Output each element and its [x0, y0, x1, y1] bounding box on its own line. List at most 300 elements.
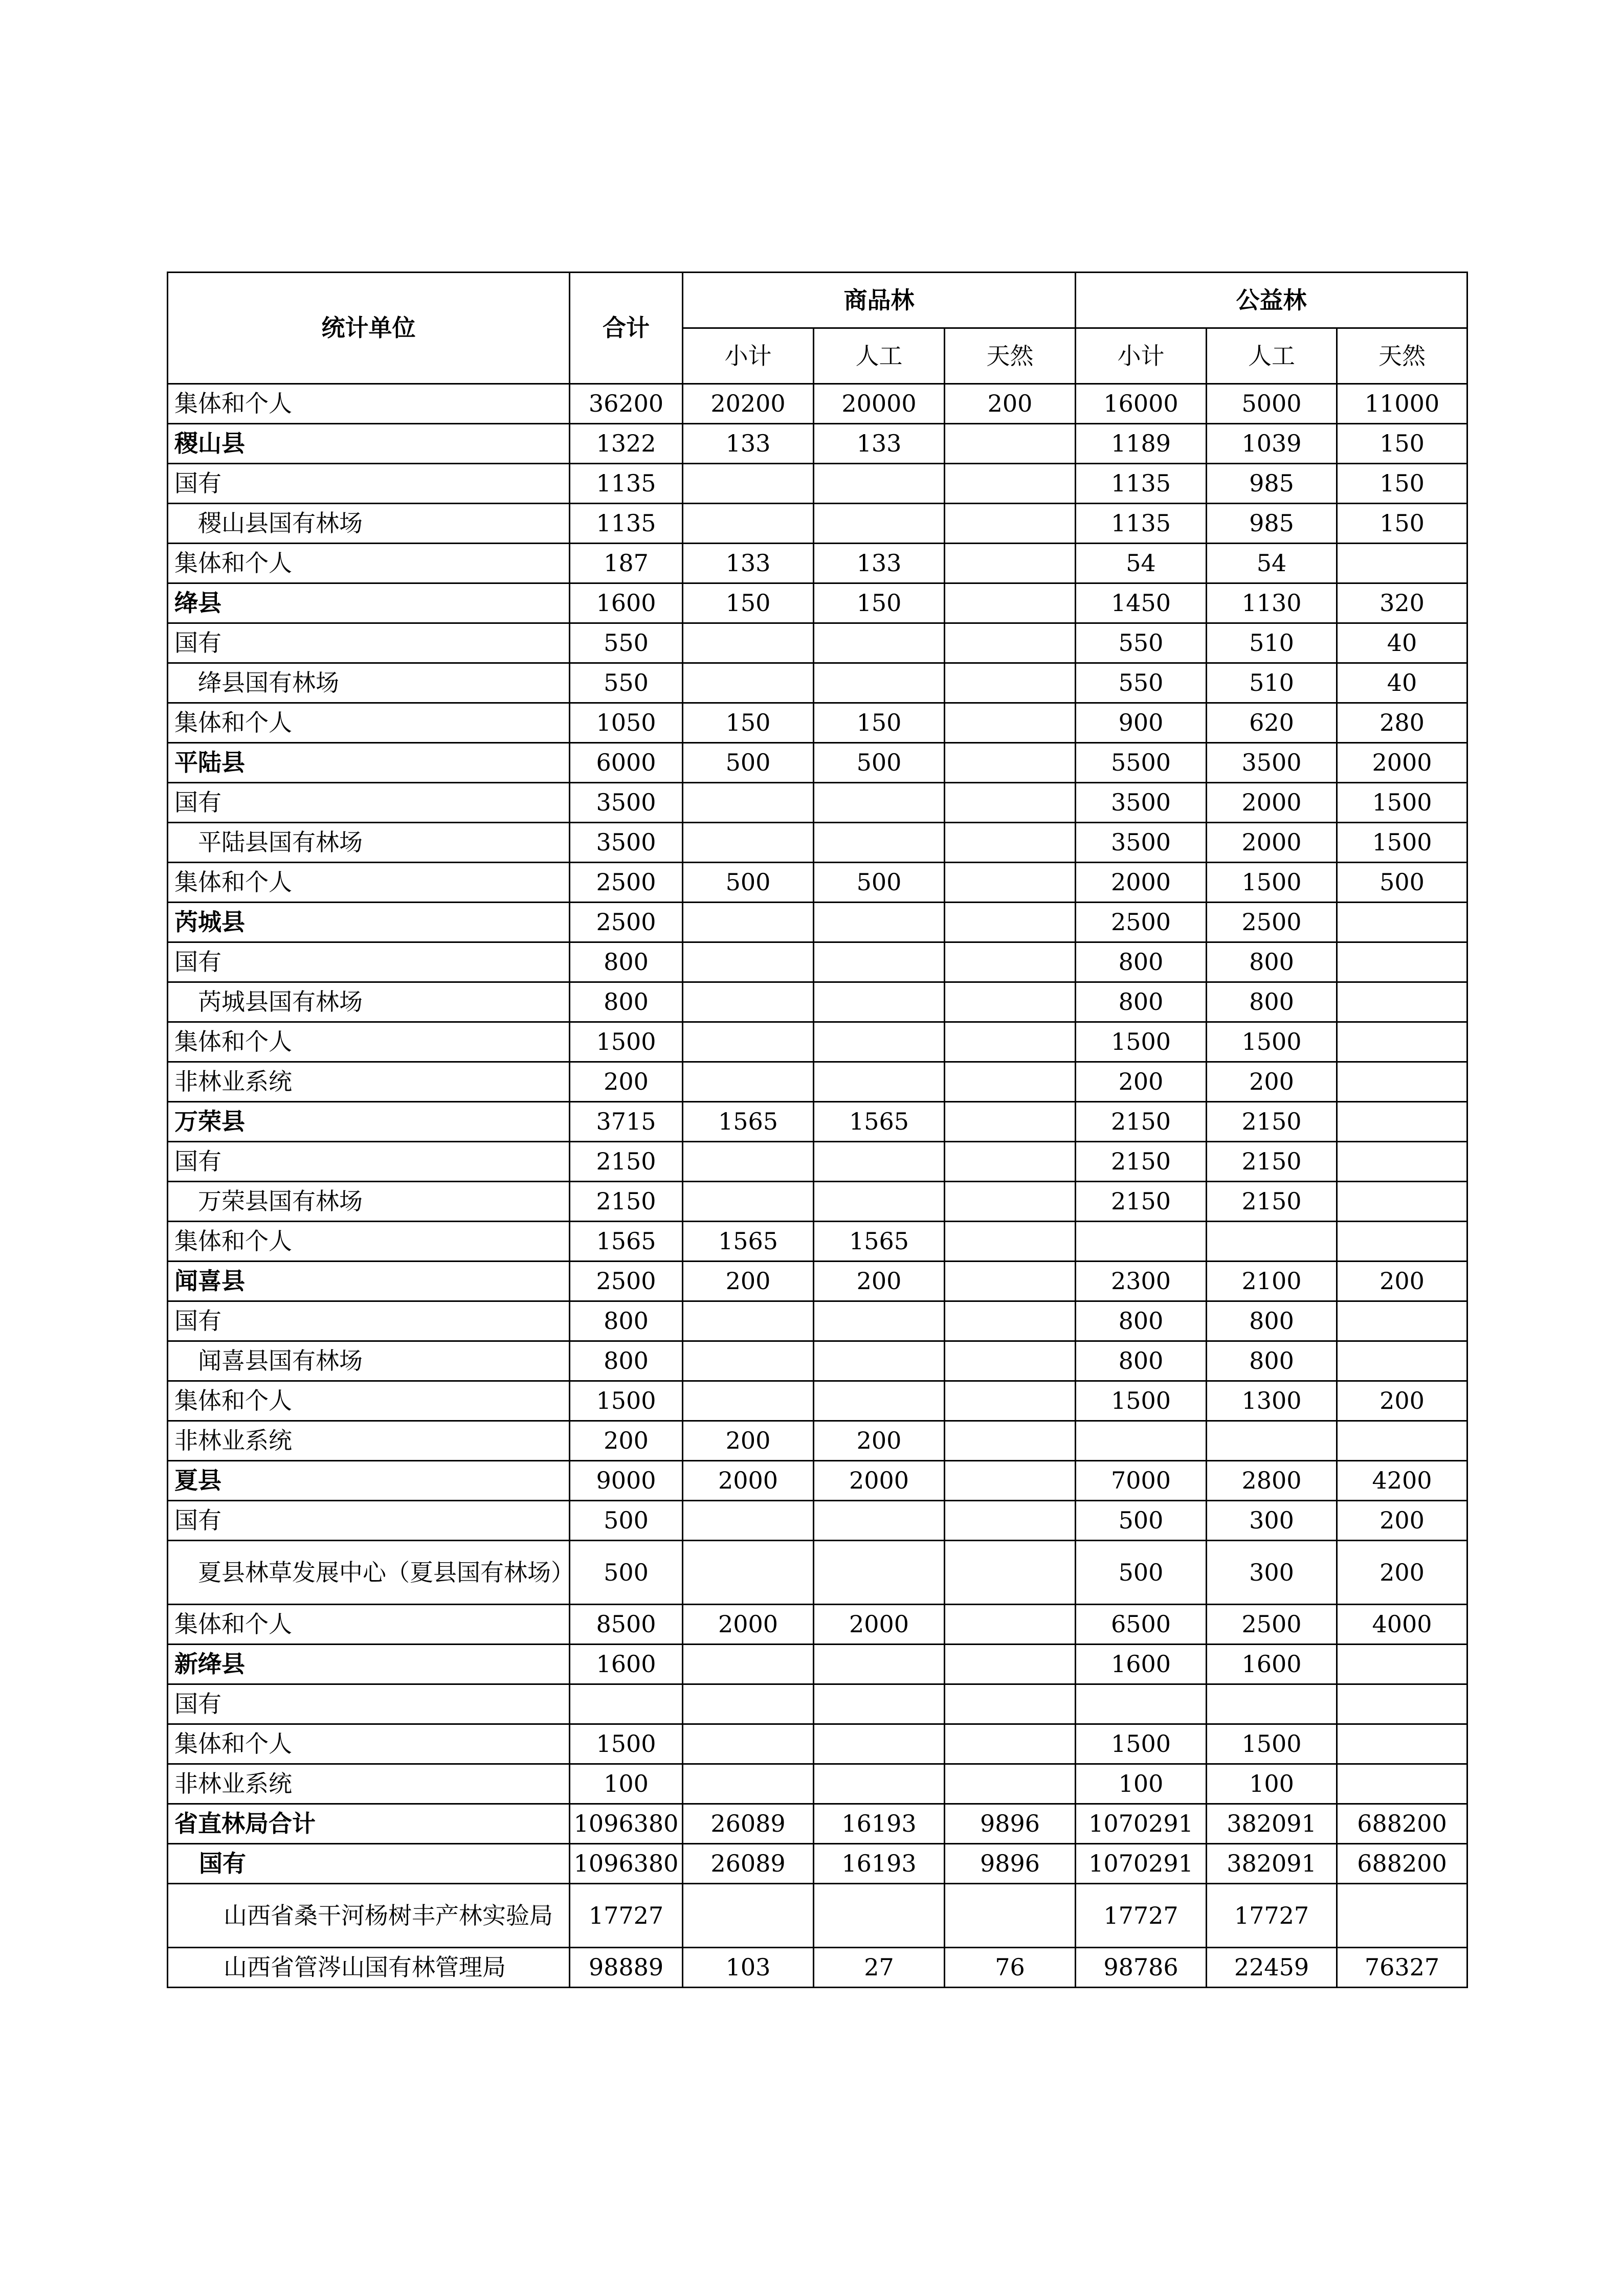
row-unit-name: 万荣县国有林场 [168, 1182, 570, 1222]
cell-commercial-subtotal: 1565 [683, 1222, 814, 1262]
cell-public-natural: 280 [1337, 703, 1467, 743]
cell-public-subtotal: 7000 [1076, 1461, 1207, 1501]
cell-commercial-natural [945, 743, 1076, 783]
table-row [168, 464, 1467, 504]
cell-commercial-planted [814, 1684, 945, 1724]
cell-commercial-natural [945, 663, 1076, 703]
row-unit-name: 国有 [168, 1501, 570, 1541]
cell-public-planted: 300 [1207, 1541, 1337, 1605]
cell-commercial-planted: 16193 [814, 1804, 945, 1844]
row-unit-name: 山西省管涔山国有林管理局 [168, 1948, 570, 1988]
cell-public-subtotal: 900 [1076, 703, 1207, 743]
header-public-subtotal: 小计 [1076, 328, 1207, 384]
cell-commercial-subtotal [683, 1684, 814, 1724]
cell-commercial-planted [814, 1645, 945, 1684]
cell-total: 200 [570, 1062, 683, 1102]
cell-commercial-natural [945, 623, 1076, 663]
cell-public-natural: 1500 [1337, 783, 1467, 823]
cell-commercial-planted [814, 663, 945, 703]
cell-public-planted: 2150 [1207, 1182, 1337, 1222]
cell-commercial-planted: 1565 [814, 1222, 945, 1262]
cell-total: 3500 [570, 823, 683, 863]
cell-commercial-planted: 133 [814, 424, 945, 464]
cell-public-subtotal: 800 [1076, 982, 1207, 1022]
cell-commercial-planted [814, 1341, 945, 1381]
table-row [168, 1605, 1467, 1645]
header-public-natural: 天然 [1337, 328, 1467, 384]
row-unit-name: 芮城县 [168, 903, 570, 942]
cell-public-natural [1337, 1062, 1467, 1102]
cell-total: 800 [570, 982, 683, 1022]
cell-public-planted: 1039 [1207, 424, 1337, 464]
cell-public-natural: 76327 [1337, 1948, 1467, 1988]
cell-public-subtotal [1076, 1684, 1207, 1724]
cell-public-subtotal: 1135 [1076, 504, 1207, 544]
cell-commercial-planted: 150 [814, 703, 945, 743]
table-row [168, 424, 1467, 464]
cell-public-natural: 688200 [1337, 1844, 1467, 1884]
cell-total: 800 [570, 1301, 683, 1341]
cell-public-planted: 1600 [1207, 1645, 1337, 1684]
row-unit-name: 国有 [168, 1301, 570, 1341]
table-row [168, 583, 1467, 623]
cell-commercial-subtotal: 2000 [683, 1605, 814, 1645]
cell-commercial-planted: 200 [814, 1262, 945, 1301]
cell-public-subtotal: 1135 [1076, 464, 1207, 504]
cell-total: 1600 [570, 1645, 683, 1684]
cell-commercial-subtotal [683, 823, 814, 863]
cell-public-planted: 5000 [1207, 384, 1337, 424]
table-row [168, 663, 1467, 703]
cell-total: 1050 [570, 703, 683, 743]
cell-commercial-planted [814, 1062, 945, 1102]
cell-commercial-natural [945, 903, 1076, 942]
cell-public-planted: 22459 [1207, 1948, 1337, 1988]
row-unit-name: 集体和个人 [168, 703, 570, 743]
cell-public-subtotal [1076, 1421, 1207, 1461]
cell-public-subtotal [1076, 1222, 1207, 1262]
cell-commercial-subtotal [683, 1341, 814, 1381]
cell-public-subtotal: 800 [1076, 942, 1207, 982]
cell-public-planted: 2000 [1207, 783, 1337, 823]
cell-commercial-subtotal: 26089 [683, 1804, 814, 1844]
table-row [168, 1381, 1467, 1421]
cell-commercial-natural [945, 1501, 1076, 1541]
cell-commercial-natural: 9896 [945, 1804, 1076, 1844]
cell-total: 1322 [570, 424, 683, 464]
cell-commercial-planted [814, 1182, 945, 1222]
cell-public-subtotal: 550 [1076, 663, 1207, 703]
row-unit-name: 集体和个人 [168, 384, 570, 424]
row-unit-name: 省直林局合计 [168, 1804, 570, 1844]
row-unit-name: 国有 [168, 942, 570, 982]
cell-commercial-planted [814, 1301, 945, 1341]
cell-commercial-planted: 1565 [814, 1102, 945, 1142]
cell-public-subtotal: 3500 [1076, 783, 1207, 823]
header-public-planted: 人工 [1207, 328, 1337, 384]
cell-public-natural: 11000 [1337, 384, 1467, 424]
cell-public-planted [1207, 1421, 1337, 1461]
row-unit-name: 稷山县国有林场 [168, 504, 570, 544]
cell-commercial-subtotal [683, 1764, 814, 1804]
table-row [168, 1724, 1467, 1764]
row-unit-name: 国有 [168, 623, 570, 663]
cell-public-planted: 2100 [1207, 1262, 1337, 1301]
cell-public-natural [1337, 903, 1467, 942]
table-row [168, 1062, 1467, 1102]
table-row [168, 1022, 1467, 1062]
table-row [168, 1684, 1467, 1724]
cell-commercial-planted [814, 942, 945, 982]
cell-public-natural [1337, 1341, 1467, 1381]
cell-public-subtotal: 800 [1076, 1301, 1207, 1341]
row-unit-name: 国有 [168, 1142, 570, 1182]
cell-commercial-planted [814, 504, 945, 544]
cell-public-natural: 40 [1337, 623, 1467, 663]
cell-commercial-planted: 150 [814, 583, 945, 623]
cell-commercial-planted [814, 1724, 945, 1764]
cell-commercial-subtotal: 26089 [683, 1844, 814, 1884]
cell-commercial-subtotal: 500 [683, 743, 814, 783]
cell-total: 6000 [570, 743, 683, 783]
cell-commercial-subtotal [683, 1182, 814, 1222]
cell-commercial-natural [945, 424, 1076, 464]
row-unit-name: 闻喜县国有林场 [168, 1341, 570, 1381]
cell-public-subtotal: 2300 [1076, 1262, 1207, 1301]
cell-commercial-subtotal [683, 942, 814, 982]
cell-public-natural: 688200 [1337, 1804, 1467, 1844]
row-unit-name: 山西省桑干河杨树丰产林实验局 [168, 1884, 570, 1948]
cell-commercial-natural [945, 1142, 1076, 1182]
table-row [168, 1102, 1467, 1142]
cell-public-planted: 382091 [1207, 1844, 1337, 1884]
cell-commercial-natural [945, 1062, 1076, 1102]
cell-public-planted: 100 [1207, 1764, 1337, 1804]
cell-public-subtotal: 500 [1076, 1501, 1207, 1541]
table-row [168, 863, 1467, 903]
cell-public-natural: 200 [1337, 1541, 1467, 1605]
cell-total: 800 [570, 942, 683, 982]
cell-commercial-subtotal: 133 [683, 544, 814, 583]
cell-commercial-subtotal [683, 982, 814, 1022]
cell-commercial-subtotal [683, 504, 814, 544]
cell-public-subtotal: 1450 [1076, 583, 1207, 623]
cell-public-planted: 2500 [1207, 903, 1337, 942]
cell-commercial-subtotal: 103 [683, 1948, 814, 1988]
cell-public-planted [1207, 1684, 1337, 1724]
table-row [168, 823, 1467, 863]
table-row [168, 623, 1467, 663]
cell-total: 500 [570, 1541, 683, 1605]
cell-commercial-planted [814, 982, 945, 1022]
cell-total: 500 [570, 1501, 683, 1541]
cell-public-planted: 1500 [1207, 1724, 1337, 1764]
cell-total: 550 [570, 663, 683, 703]
cell-commercial-subtotal [683, 1645, 814, 1684]
cell-commercial-natural [945, 1421, 1076, 1461]
cell-public-natural: 4000 [1337, 1605, 1467, 1645]
table-row [168, 544, 1467, 583]
row-unit-name: 国有 [168, 1844, 570, 1884]
table-row [168, 942, 1467, 982]
cell-commercial-subtotal [683, 1724, 814, 1764]
cell-public-natural [1337, 1182, 1467, 1222]
cell-public-subtotal: 6500 [1076, 1605, 1207, 1645]
cell-total: 800 [570, 1341, 683, 1381]
cell-commercial-planted [814, 783, 945, 823]
cell-commercial-subtotal: 150 [683, 703, 814, 743]
cell-public-natural: 4200 [1337, 1461, 1467, 1501]
cell-commercial-natural [945, 823, 1076, 863]
cell-public-planted: 2150 [1207, 1142, 1337, 1182]
cell-public-planted: 985 [1207, 504, 1337, 544]
row-unit-name: 非林业系统 [168, 1764, 570, 1804]
cell-total: 2500 [570, 863, 683, 903]
cell-public-natural [1337, 1301, 1467, 1341]
row-unit-name: 绛县国有林场 [168, 663, 570, 703]
cell-public-subtotal: 16000 [1076, 384, 1207, 424]
cell-public-subtotal: 1500 [1076, 1381, 1207, 1421]
header-public-forest: 公益林 [1076, 273, 1467, 328]
cell-public-natural [1337, 1645, 1467, 1684]
cell-total: 98889 [570, 1948, 683, 1988]
cell-commercial-natural [945, 1341, 1076, 1381]
table-row [168, 1142, 1467, 1182]
cell-public-natural: 150 [1337, 464, 1467, 504]
row-unit-name: 集体和个人 [168, 1605, 570, 1645]
cell-public-natural [1337, 544, 1467, 583]
row-unit-name: 平陆县 [168, 743, 570, 783]
cell-total: 17727 [570, 1884, 683, 1948]
cell-public-subtotal: 98786 [1076, 1948, 1207, 1988]
cell-commercial-planted [814, 1022, 945, 1062]
row-unit-name: 平陆县国有林场 [168, 823, 570, 863]
cell-commercial-natural [945, 1461, 1076, 1501]
cell-total: 2500 [570, 1262, 683, 1301]
cell-public-planted: 2500 [1207, 1605, 1337, 1645]
cell-public-planted: 510 [1207, 623, 1337, 663]
cell-commercial-planted: 20000 [814, 384, 945, 424]
cell-commercial-natural [945, 1605, 1076, 1645]
table-row [168, 1222, 1467, 1262]
cell-public-subtotal: 2150 [1076, 1142, 1207, 1182]
table-row [168, 1461, 1467, 1501]
row-unit-name: 集体和个人 [168, 1022, 570, 1062]
row-unit-name: 集体和个人 [168, 1724, 570, 1764]
cell-total: 187 [570, 544, 683, 583]
table-row [168, 1421, 1467, 1461]
table-row [168, 384, 1467, 424]
cell-public-natural [1337, 1764, 1467, 1804]
cell-public-subtotal: 100 [1076, 1764, 1207, 1804]
cell-commercial-subtotal [683, 623, 814, 663]
cell-public-natural [1337, 1022, 1467, 1062]
row-unit-name: 国有 [168, 464, 570, 504]
cell-public-subtotal: 2500 [1076, 903, 1207, 942]
cell-public-natural [1337, 1102, 1467, 1142]
cell-commercial-planted [814, 1381, 945, 1421]
cell-commercial-natural [945, 1301, 1076, 1341]
cell-commercial-natural [945, 1102, 1076, 1142]
cell-commercial-planted [814, 823, 945, 863]
table-row [168, 903, 1467, 942]
cell-public-planted: 1130 [1207, 583, 1337, 623]
row-unit-name: 集体和个人 [168, 863, 570, 903]
cell-commercial-natural [945, 1381, 1076, 1421]
cell-commercial-natural [945, 1182, 1076, 1222]
cell-total: 1135 [570, 464, 683, 504]
row-unit-name: 非林业系统 [168, 1062, 570, 1102]
cell-commercial-natural: 9896 [945, 1844, 1076, 1884]
cell-public-subtotal: 3500 [1076, 823, 1207, 863]
table-row [168, 1844, 1467, 1884]
table-row [168, 1262, 1467, 1301]
cell-total: 1600 [570, 583, 683, 623]
cell-public-natural [1337, 1421, 1467, 1461]
row-unit-name: 万荣县 [168, 1102, 570, 1142]
table-row [168, 1341, 1467, 1381]
cell-public-subtotal: 800 [1076, 1341, 1207, 1381]
cell-total: 1096380 [570, 1844, 683, 1884]
cell-commercial-planted: 16193 [814, 1844, 945, 1884]
cell-total: 1500 [570, 1022, 683, 1062]
cell-public-planted: 1500 [1207, 863, 1337, 903]
cell-public-natural: 2000 [1337, 743, 1467, 783]
cell-total: 2150 [570, 1182, 683, 1222]
cell-commercial-planted: 133 [814, 544, 945, 583]
cell-commercial-natural: 76 [945, 1948, 1076, 1988]
cell-public-natural: 320 [1337, 583, 1467, 623]
cell-commercial-natural [945, 583, 1076, 623]
cell-commercial-natural [945, 982, 1076, 1022]
cell-total: 550 [570, 623, 683, 663]
cell-total: 36200 [570, 384, 683, 424]
cell-commercial-natural [945, 942, 1076, 982]
cell-total [570, 1684, 683, 1724]
cell-public-natural [1337, 982, 1467, 1022]
cell-public-subtotal: 2150 [1076, 1102, 1207, 1142]
cell-public-natural: 1500 [1337, 823, 1467, 863]
row-unit-name: 集体和个人 [168, 1222, 570, 1262]
cell-commercial-subtotal [683, 1301, 814, 1341]
cell-commercial-natural [945, 703, 1076, 743]
cell-commercial-planted: 2000 [814, 1461, 945, 1501]
cell-public-planted: 300 [1207, 1501, 1337, 1541]
cell-commercial-subtotal [683, 1022, 814, 1062]
cell-public-planted: 3500 [1207, 743, 1337, 783]
cell-public-planted: 2800 [1207, 1461, 1337, 1501]
row-unit-name: 国有 [168, 783, 570, 823]
cell-commercial-subtotal: 1565 [683, 1102, 814, 1142]
row-unit-name: 新绛县 [168, 1645, 570, 1684]
cell-public-planted: 2150 [1207, 1102, 1337, 1142]
cell-commercial-planted: 27 [814, 1948, 945, 1988]
table-row [168, 982, 1467, 1022]
table-row [168, 743, 1467, 783]
cell-commercial-subtotal: 2000 [683, 1461, 814, 1501]
cell-public-subtotal: 1600 [1076, 1645, 1207, 1684]
table-row [168, 1501, 1467, 1541]
cell-total: 1096380 [570, 1804, 683, 1844]
cell-public-natural [1337, 1684, 1467, 1724]
cell-commercial-subtotal [683, 1501, 814, 1541]
cell-commercial-planted [814, 1501, 945, 1541]
header-commercial-subtotal: 小计 [683, 328, 814, 384]
cell-public-subtotal: 200 [1076, 1062, 1207, 1102]
cell-public-planted: 200 [1207, 1062, 1337, 1102]
cell-public-planted: 620 [1207, 703, 1337, 743]
cell-public-natural: 150 [1337, 504, 1467, 544]
cell-commercial-natural [945, 863, 1076, 903]
cell-public-natural [1337, 1884, 1467, 1948]
header-unit: 统计单位 [168, 273, 570, 384]
cell-public-subtotal: 2150 [1076, 1182, 1207, 1222]
row-unit-name: 集体和个人 [168, 544, 570, 583]
cell-total: 2500 [570, 903, 683, 942]
cell-public-subtotal: 5500 [1076, 743, 1207, 783]
cell-commercial-planted [814, 903, 945, 942]
table-row [168, 1301, 1467, 1341]
cell-public-natural: 200 [1337, 1381, 1467, 1421]
cell-public-planted: 800 [1207, 1341, 1337, 1381]
cell-total: 200 [570, 1421, 683, 1461]
cell-commercial-planted [814, 464, 945, 504]
cell-public-planted: 2000 [1207, 823, 1337, 863]
cell-public-planted: 1300 [1207, 1381, 1337, 1421]
cell-public-planted [1207, 1222, 1337, 1262]
cell-commercial-planted: 500 [814, 743, 945, 783]
cell-commercial-subtotal [683, 903, 814, 942]
cell-total: 9000 [570, 1461, 683, 1501]
cell-commercial-subtotal [683, 783, 814, 823]
cell-commercial-planted: 500 [814, 863, 945, 903]
row-unit-name: 非林业系统 [168, 1421, 570, 1461]
row-unit-name: 夏县 [168, 1461, 570, 1501]
cell-commercial-subtotal: 133 [683, 424, 814, 464]
cell-commercial-natural: 200 [945, 384, 1076, 424]
cell-commercial-natural [945, 1541, 1076, 1605]
cell-public-natural: 200 [1337, 1262, 1467, 1301]
cell-commercial-subtotal: 20200 [683, 384, 814, 424]
row-unit-name: 夏县林草发展中心（夏县国有林场） [168, 1541, 570, 1605]
cell-public-natural: 40 [1337, 663, 1467, 703]
table-row [168, 504, 1467, 544]
row-unit-name: 绛县 [168, 583, 570, 623]
cell-commercial-subtotal: 200 [683, 1421, 814, 1461]
cell-public-subtotal: 17727 [1076, 1884, 1207, 1948]
cell-public-natural [1337, 1724, 1467, 1764]
cell-commercial-subtotal [683, 1062, 814, 1102]
cell-public-planted: 382091 [1207, 1804, 1337, 1844]
cell-public-subtotal: 500 [1076, 1541, 1207, 1605]
cell-total: 1135 [570, 504, 683, 544]
cell-total: 1565 [570, 1222, 683, 1262]
cell-commercial-subtotal [683, 1884, 814, 1948]
row-unit-name: 国有 [168, 1684, 570, 1724]
cell-public-subtotal: 1070291 [1076, 1804, 1207, 1844]
cell-total: 1500 [570, 1381, 683, 1421]
cell-commercial-subtotal [683, 1541, 814, 1605]
cell-commercial-natural [945, 1764, 1076, 1804]
header-commercial-planted: 人工 [814, 328, 945, 384]
cell-commercial-natural [945, 1022, 1076, 1062]
cell-public-planted: 510 [1207, 663, 1337, 703]
cell-commercial-natural [945, 1724, 1076, 1764]
table-header [168, 273, 1467, 384]
cell-commercial-subtotal: 500 [683, 863, 814, 903]
forest-statistics-table [167, 272, 1468, 1988]
cell-public-subtotal: 1500 [1076, 1724, 1207, 1764]
